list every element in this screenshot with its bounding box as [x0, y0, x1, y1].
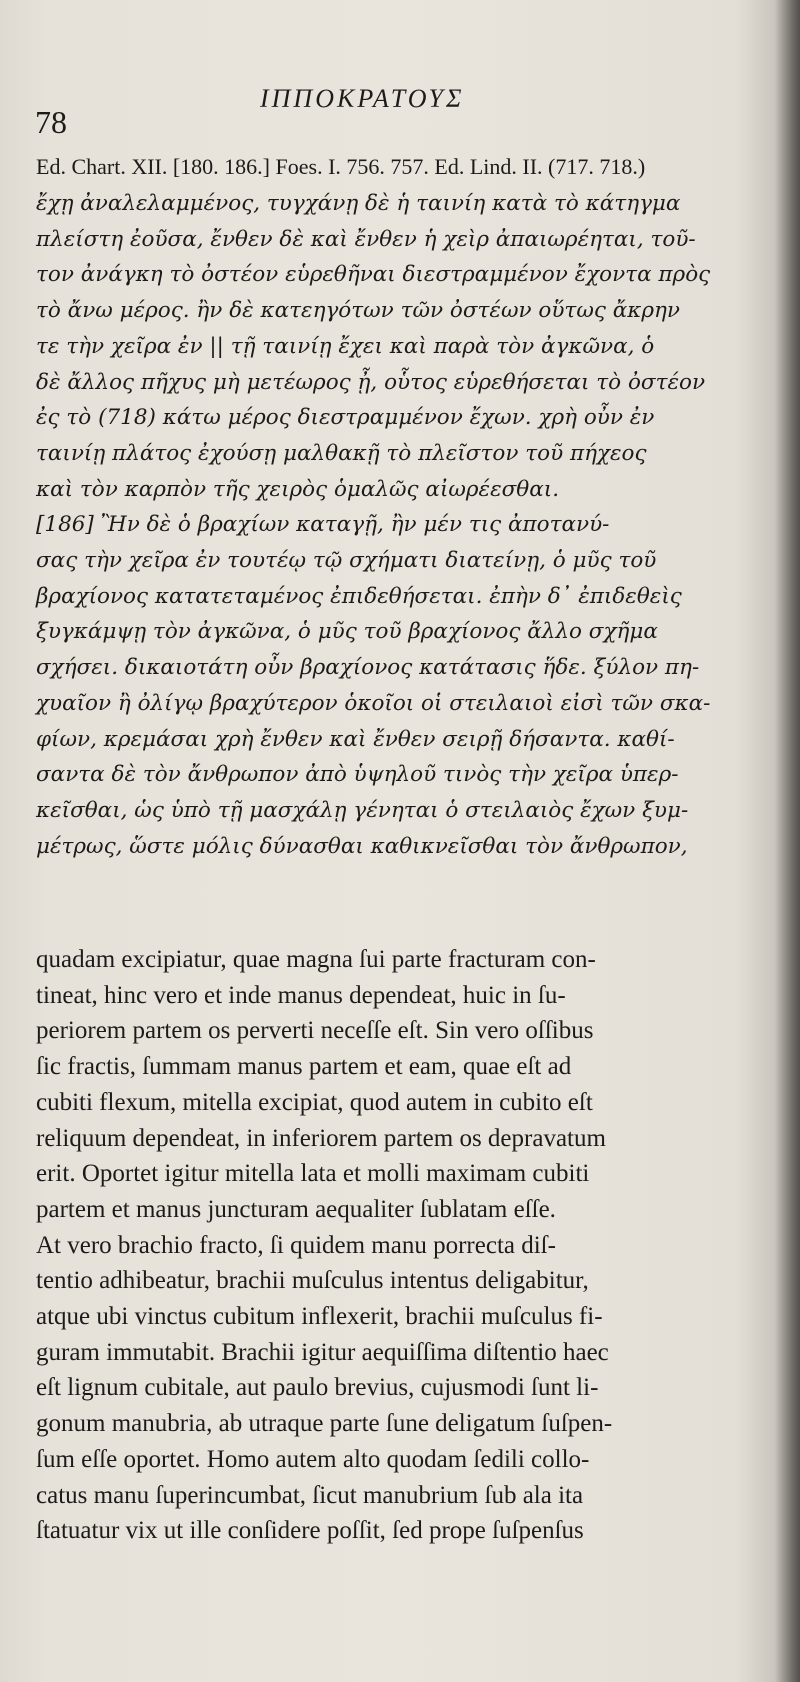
greek-text-line: καὶ τὸν καρπὸν τῆς χειρὸς ὁμαλῶς αἰωρέεσθαι. — [36, 476, 560, 502]
page-number: 78 — [35, 104, 67, 140]
greek-text-line: σχήσει. δικαιοτάτη οὖν βραχίονος κατάτασις ἥδε. ξύλον πη- — [36, 655, 700, 681]
greek-text-line: πλείστη ἐοῦσα, ἔνθεν δὲ καὶ ἔνθεν ἡ χεὶρ ἀπαιωρέηται, τοῦ- — [36, 226, 696, 252]
latin-text-line: eſt lignum cubitale, aut paulo brevius, cujusmodi ſunt li- — [36, 1374, 599, 1402]
greek-text-line: ταινίῃ πλάτος ἐχούσῃ μαλθακῇ τὸ πλεῖστον τοῦ πήχεος — [36, 440, 647, 466]
latin-text-line: ſtatuatur vix ut ille conſidere poſſit, ſed prope ſuſpenſus — [36, 1517, 584, 1545]
latin-text-line: ſic fractis, ſummam manus partem et eam, quae eſt ad — [36, 1053, 572, 1081]
greek-text-line: σαντα δὲ τὸν ἄνθρωπον ἀπὸ ὑψηλοῦ τινὸς τὴν χεῖρα ὑπερ- — [36, 762, 679, 788]
latin-text-line: At vero brachio fracto, ſi quidem manu porrecta diſ- — [36, 1231, 556, 1259]
running-head: ΙΠΠΟΚΡΑΤΟΥΣ — [260, 84, 465, 113]
latin-text-line: catus manu ſuperincumbat, ſicut manubrium ſub ala ita — [36, 1481, 584, 1509]
greek-text-line: χυαῖον ἢ ὀλίγῳ βραχύτερον ὁκοῖοι οἱ στειλαιοὶ εἰσὶ τῶν σκα- — [36, 690, 711, 716]
latin-text-block — [36, 942, 770, 1549]
latin-text-line: tineat, hinc vero et inde manus dependeat, huic in ſu- — [36, 981, 566, 1009]
greek-text-line: σας τὴν χεῖρα ἐν τουτέῳ τῷ σχήματι διατείνῃ, ὁ μῦς τοῦ — [36, 548, 657, 574]
latin-text-line: periorem partem os perverti neceſſe eſt. Sin vero oſſibus — [36, 1017, 594, 1045]
latin-text-line: cubiti flexum, mitella excipiat, quod autem in cubito eſt — [36, 1088, 593, 1116]
latin-text-line: atque ubi vinctus cubitum inflexerit, brachii muſculus fi- — [36, 1303, 603, 1331]
latin-text-line: ſum eſſe oportet. Homo autem alto quodam ſedili collo- — [36, 1445, 590, 1473]
page-gutter-shadow — [774, 0, 800, 1682]
edition-reference-line: Ed. Chart. XII. [180. 186.] Foes. I. 756. 757. Ed. Lind. II. (717. 718.) — [36, 154, 646, 179]
greek-text-line: τον ἀνάγκη τὸ ὀστέον εὑρεθῆναι διεστραμμένον ἔχοντα πρὸς — [36, 262, 711, 288]
greek-text-line: ἐς τὸ (718) κάτω μέρος διεστραμμένον ἔχων. χρὴ οὖν ἐν — [36, 405, 655, 431]
latin-text-line: reliquum dependeat, in inferiorem partem os depravatum — [36, 1124, 606, 1152]
latin-text-line: quadam excipiatur, quae magna ſui parte fracturam con- — [36, 946, 596, 973]
greek-text-line: [186] Ἢν δὲ ὁ βραχίων καταγῇ, ἢν μέν τις ἀποτανύ- — [36, 512, 610, 538]
greek-text-line: βραχίονος κατατεταμένος ἐπιδεθήσεται. ἐπὴν δ᾽ ἐπιδεθεὶς — [36, 583, 682, 609]
greek-text-line: ξυγκάμψῃ τὸν ἀγκῶνα, ὁ μῦς τοῦ βραχίονος ἄλλο σχῆμα — [36, 619, 658, 645]
greek-text-line: φίων, κρεμάσαι χρὴ ἔνθεν καὶ ἔνθεν σειρῇ δήσαντα. καθί- — [36, 726, 675, 752]
latin-text-line: guram immutabit. Brachii igitur aequiſſima diſtentio haec — [36, 1338, 609, 1366]
greek-text-line: κεῖσθαι, ὡς ὑπὸ τῇ μασχάλῃ γένηται ὁ στειλαιὸς ἔχων ξυμ- — [36, 797, 689, 823]
greek-text-line: δὲ ἄλλος πῆχυς μὴ μετέωρος ᾖ, οὗτος εὑρεθήσεται τὸ ὀστέον — [36, 369, 706, 395]
greek-text-line: μέτρως, ὥστε μόλις δύνασθαι καθικνεῖσθαι τὸν ἄνθρωπον, — [36, 833, 688, 859]
greek-text-block — [36, 186, 770, 864]
latin-text-line: tentio adhibeatur, brachii muſculus intentus deligabitur, — [36, 1267, 589, 1295]
latin-text-line: erit. Oportet igitur mitella lata et molli maximam cubiti — [36, 1160, 590, 1188]
greek-text-line: τε τὴν χεῖρα ἐν || τῇ ταινίῃ ἔχει καὶ παρὰ τὸν ἀγκῶνα, ὁ — [36, 333, 655, 359]
latin-text-line: partem et manus juncturam aequaliter ſublatam eſſe. — [36, 1195, 556, 1223]
greek-text-line: τὸ ἄνω μέρος. ἢν δὲ κατεηγότων τῶν ὀστέων οὕτως ἄκρην — [36, 298, 680, 324]
greek-text-line: ἔχῃ ἀναλελαμμένος, τυγχάνῃ δὲ ἡ ταινίη κατὰ τὸ κάτηγμα — [36, 191, 681, 216]
latin-text-line: gonum manubria, ab utraque parte ſune deligatum ſuſpen- — [36, 1410, 613, 1438]
